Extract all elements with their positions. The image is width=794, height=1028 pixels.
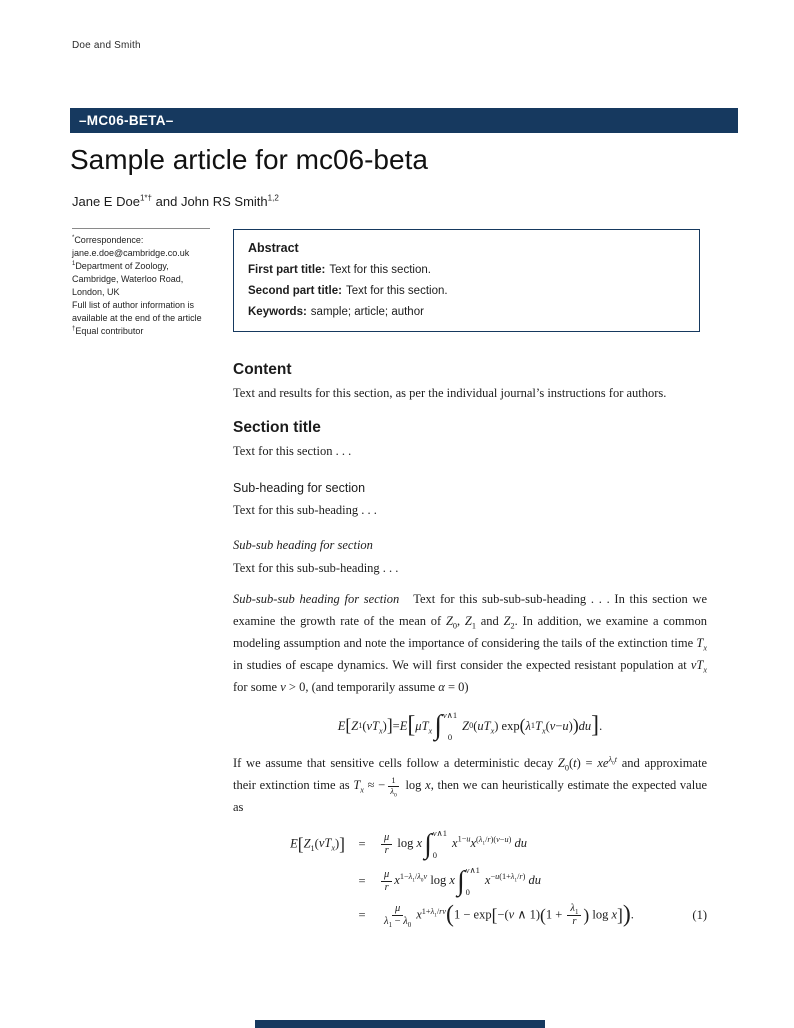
equation-lhs: $E[Z_1(vT_x)]$ xyxy=(290,833,345,854)
equation-rhs: $\frac{\mu}{\lambda_1 - \lambda_0}$ $x^{1+\lambda_1/rv}(1 - \exp[-(v$ ∧ 1)(1 + $\frac{\lambda_1}{r}$ ) log x]). xyxy=(384,902,634,930)
equation-rhs: $\frac{\mu}{r}$ $x^{1-\lambda_1/\lambda_0v}$ log x ∫ v∧1 0 $x^{-u(1+\lambda_1/r)}$ du xyxy=(379,866,673,896)
equation-number: (1) xyxy=(692,908,707,923)
abstract-row-keywords xyxy=(248,306,685,318)
affiliation-line: London, UK xyxy=(72,287,120,297)
abstract-row-second xyxy=(248,285,685,297)
sub-sub-heading-body: Text for this sub-sub-heading . . . xyxy=(233,561,399,575)
affiliation-line: $^1$Department of Zoology, xyxy=(72,261,169,271)
sub-sub-sub-heading: Sub-sub-sub heading for section xyxy=(233,592,400,606)
abstract-row-label: Second part title: xyxy=(248,285,342,297)
correspondence-block xyxy=(72,228,232,338)
equal-contributor-note: †Equal contributor xyxy=(72,326,144,336)
sub-heading: Sub-heading for section xyxy=(233,481,366,495)
sub-heading-body: Text for this sub-heading . . . xyxy=(233,503,377,517)
author-info-note: available at the end of the article xyxy=(72,313,202,323)
equation-row xyxy=(233,866,707,896)
abstract-row-first xyxy=(248,264,685,276)
decay-paragraph: If we assume that sensitive cells follow a deterministic decay $Z_0(t) = xe^{\lambda_0t}$ and approximate their extinction time as $T_x$ ≈ − $\frac{1}{\lambda_0}$ log x, then we can heuristically estimate the expected value as xyxy=(233,754,708,815)
sidebar-rule xyxy=(72,228,210,229)
journal-banner xyxy=(70,108,738,133)
equals-sign: = xyxy=(358,908,366,923)
display-equation-expectation: E [ Z 1 ( $vT_x$ ) ] = E [ $\mu T_x$ ∫ v∧1 0 Z 0 ( $uT_x$ ) exp ( λ 1 $T_x$ ( v − u ) ) du ] . xyxy=(337,710,603,742)
abstract-box xyxy=(233,229,700,332)
correspondence-email: jane.e.doe@cambridge.co.uk xyxy=(72,248,190,258)
equals-sign: = xyxy=(358,836,366,851)
abstract-row-text: Text for this section. xyxy=(345,285,448,297)
sub-sub-sub-paragraph xyxy=(233,588,707,698)
aligned-equation-block xyxy=(233,829,707,928)
abstract-row-text: Text for this section. xyxy=(329,264,431,276)
author-info-note: Full list of author information is xyxy=(72,300,195,310)
correspondence-label: *Correspondence: xyxy=(72,235,144,245)
author-line: Jane E Doe$^{1*\dagger}$ and John RS Smith$^{1,2}$ xyxy=(72,193,279,209)
abstract-row-text: sample; article; author xyxy=(310,306,424,318)
footer-accent-bar xyxy=(255,1020,545,1028)
article-title: Sample article for mc06-beta xyxy=(70,144,428,175)
running-head: Doe and Smith xyxy=(72,40,141,51)
section-body: Text for this section . . . xyxy=(233,444,352,458)
content-heading: Content xyxy=(233,361,292,378)
affiliation-line: Cambridge, Waterloo Road, xyxy=(72,274,184,284)
content-body: Text and results for this section, as per the individual journal’s instructions for authors. xyxy=(233,386,667,400)
banner-label: –MC06-BETA– xyxy=(79,113,174,128)
equals-sign: = xyxy=(358,873,366,888)
section-heading: Section title xyxy=(233,419,321,436)
equation-rhs: $\frac{\mu}{r}$ log x ∫ v∧1 0 $x^{1-u}x^{(\lambda_1/r)(v-u)}$ du xyxy=(379,829,673,859)
equation-row xyxy=(233,903,707,928)
sub-sub-heading: Sub-sub heading for section xyxy=(233,538,373,552)
main-content-column xyxy=(233,360,707,936)
abstract-row-label: Keywords: xyxy=(248,306,307,318)
sub-sub-sub-body: Text for this sub-sub-sub-heading . . . In this section we examine the growth rate of the mean of $Z_0$, $Z_1$ and $Z_2$. In addition, we examine a common modeling assumption and note the importance of considering the tails of the extinction time $T_x$ in studies of escape dynamics. We will first consider the expected resistant population at $vT_x$ for some v > 0, (and temporarily assume α = 0) xyxy=(233,592,707,694)
equation-row xyxy=(233,829,707,859)
abstract-row-label: First part title: xyxy=(248,264,326,276)
abstract-title: Abstract xyxy=(248,241,299,255)
